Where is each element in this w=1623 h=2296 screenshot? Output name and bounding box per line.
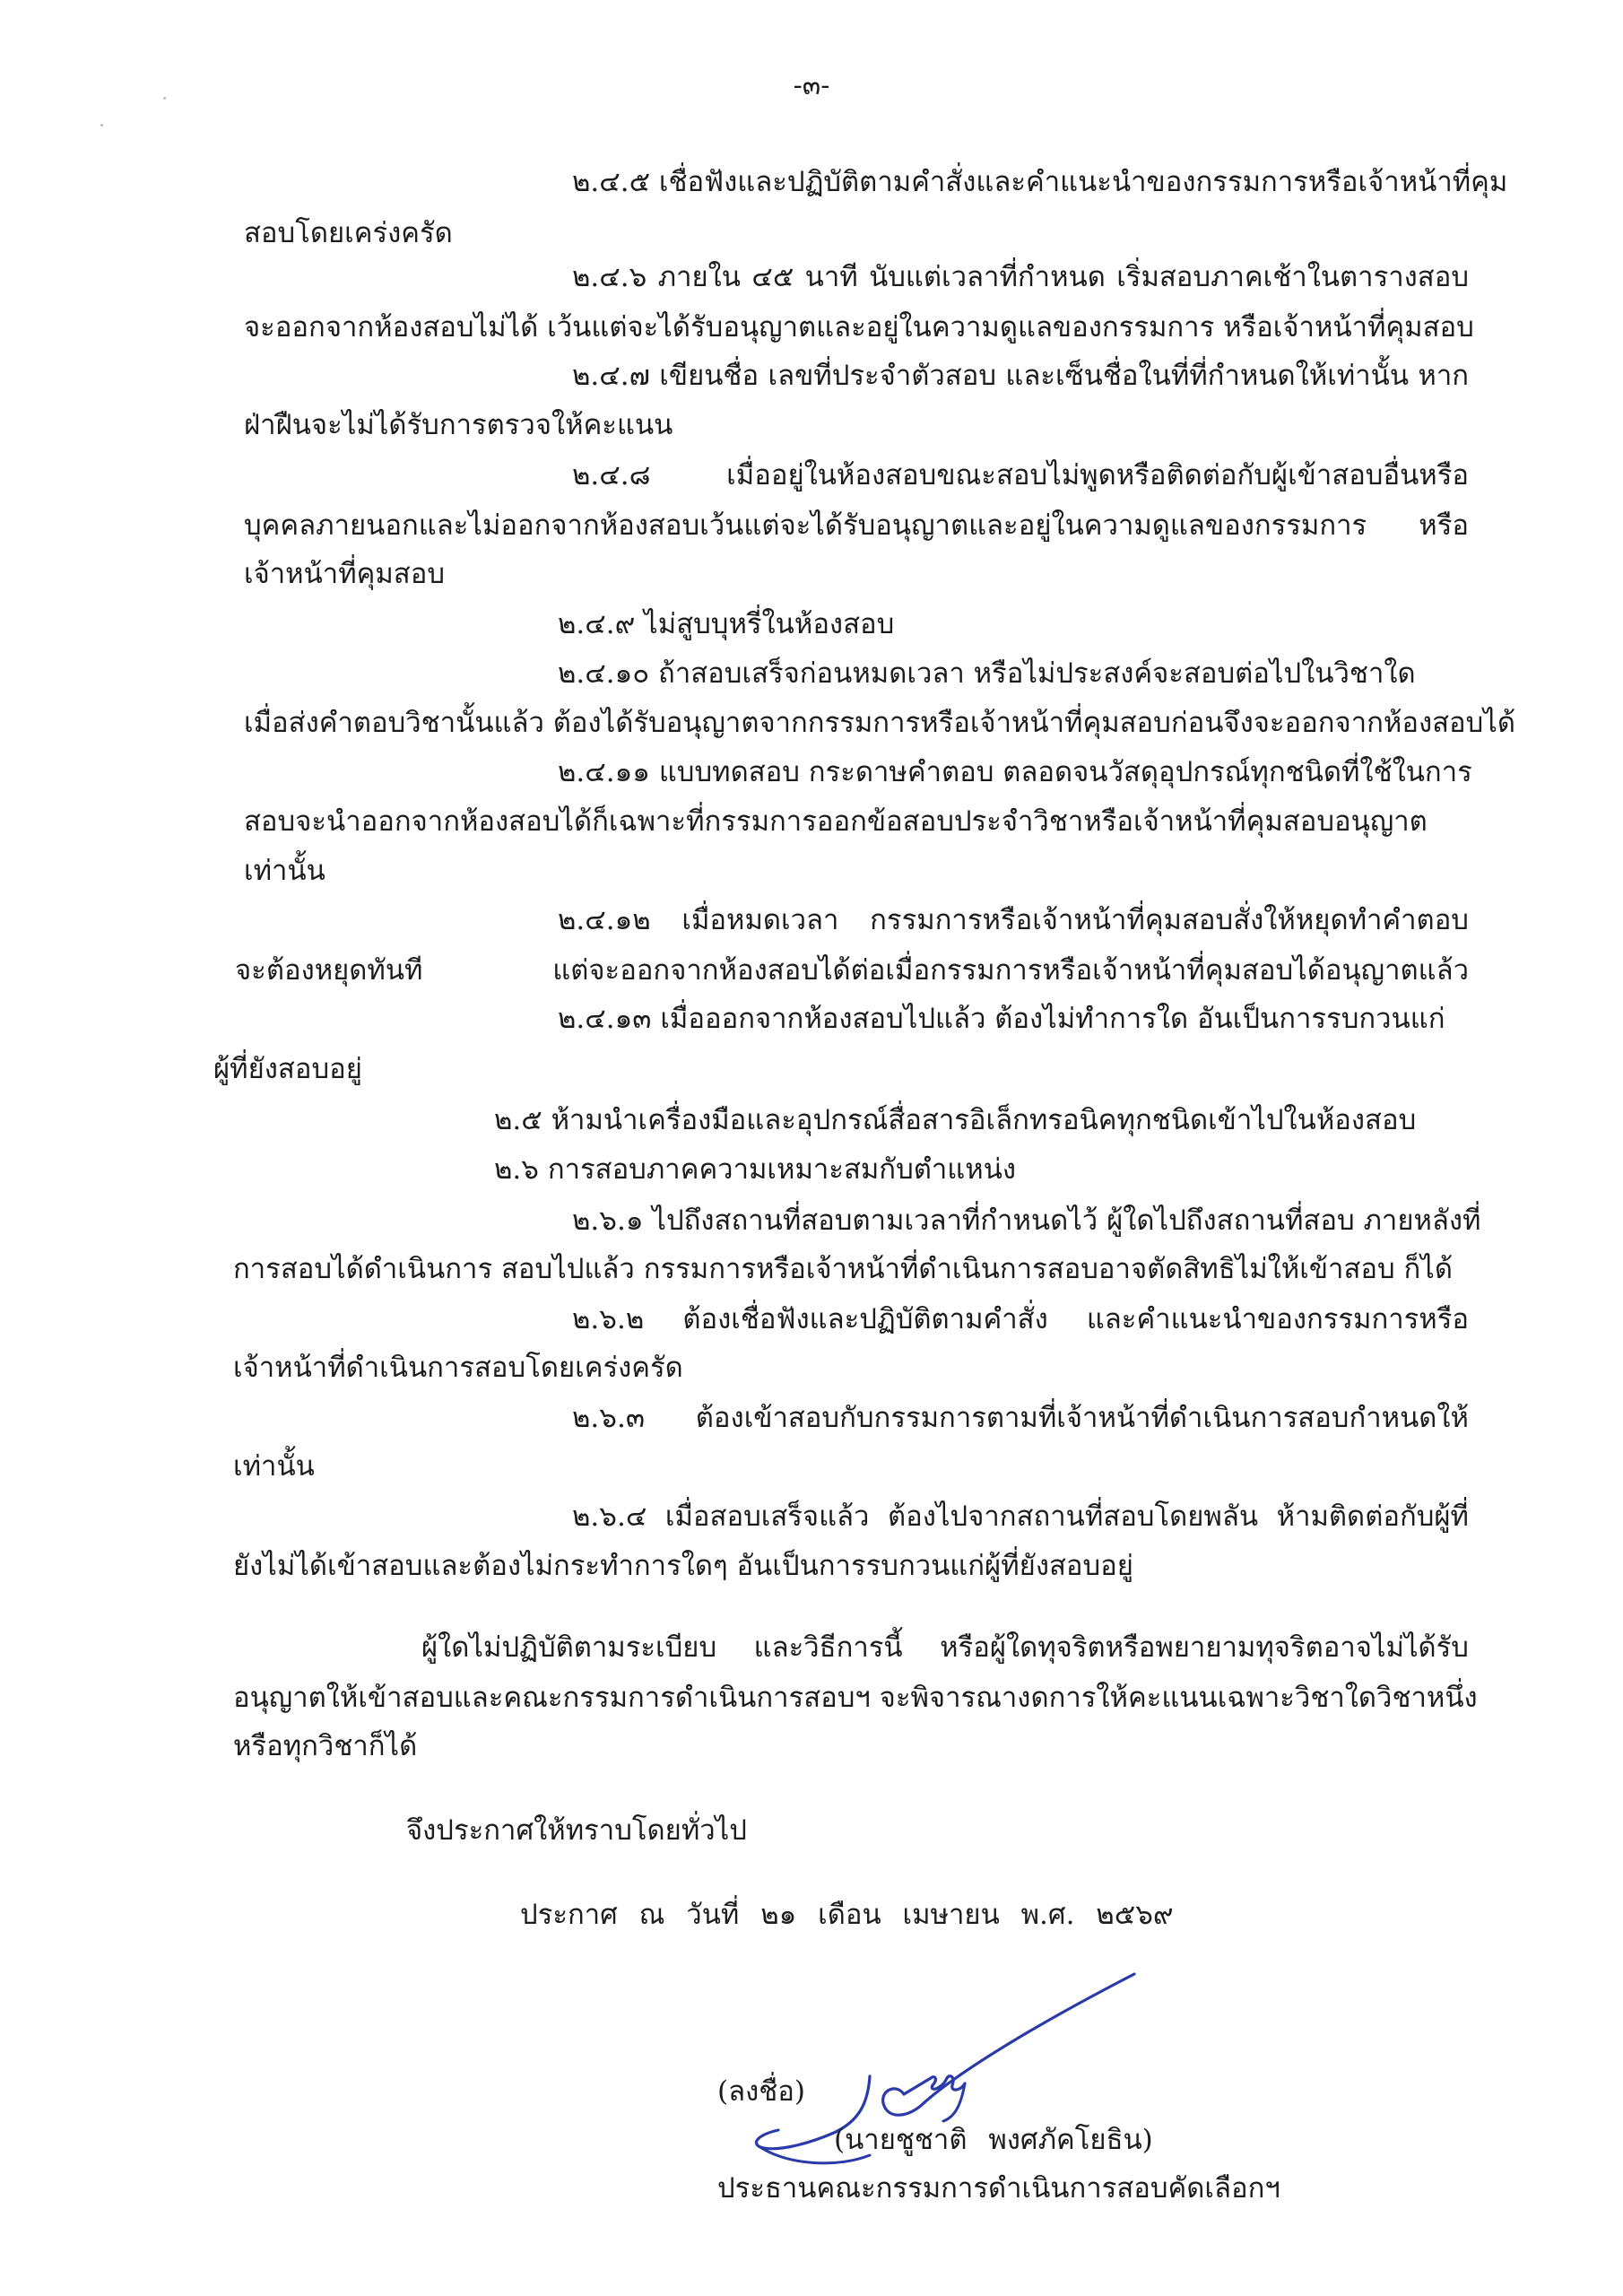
rule-2-4-10-line2: เมื่อส่งคำตอบวิชานั้นแล้ว ต้องได้รับอนุญาตจากกรรมการหรือเจ้าหน้าที่คุมสอบก่อนจึงจะออกจากห้องสอบได้ [244,707,1516,739]
rule-2-6-3-line1: ๒.๖.๓ ต้องเข้าสอบกับกรรมการตามที่เจ้าหน้าที่ดำเนินการสอบกำหนดให้ [572,1402,1469,1434]
scan-speck [100,124,103,126]
rule-2-4-7-line1: ๒.๔.๗ เขียนชื่อ เลขที่ประจำตัวสอบ และเซ็นชื่อในที่ที่กำหนดให้เท่านั้น หาก [572,360,1469,392]
rule-2-6-3-line2: เท่านั้น [233,1450,315,1483]
signatory-name: (นายชูชาติ พงศภัคโยธิน) [834,2124,1153,2156]
rule-2-4-13-line2: ผู้ที่ยังสอบอยู่ [213,1053,362,1085]
rule-2-4-11-line2: สอบจะนำออกจากห้องสอบได้ก็เฉพาะที่กรรมการออกข้อสอบประจำวิชาหรือเจ้าหน้าที่คุมสอบอนุญาต [244,805,1428,838]
rule-2-4-5-line1: ๒.๔.๕ เชื่อฟังและปฏิบัติตามคำสั่งและคำแนะนำของกรรมการหรือเจ้าหน้าที่คุม [572,166,1508,198]
rule-2-6-1-line1: ๒.๖.๑ ไปถึงสถานที่สอบตามเวลาที่กำหนดไว้ ผู้ใดไปถึงสถานที่สอบ ภายหลังที่ [572,1205,1481,1237]
signatory-position: ประธานคณะกรรมการดำเนินการสอบคัดเลือกฯ [717,2172,1280,2205]
closing-line2: อนุญาตให้เข้าสอบและคณะกรรมการดำเนินการสอบฯ จะพิจารณางดการให้คะแนนเฉพาะวิชาใดวิชาหนึ่ง [233,1682,1478,1714]
closing-line3: หรือทุกวิชาก็ได้ [233,1730,418,1762]
rule-2-6-4-line2: ยังไม่ได้เข้าสอบและต้องไม่กระทำการใดๆ อันเป็นการรบกวนแก่ผู้ที่ยังสอบอยู่ [233,1550,1133,1582]
rule-2-4-7-line2: ฝ่าฝืนจะไม่ได้รับการตรวจให้คะแนน [244,409,673,441]
rule-2-4-10-line1: ๒.๔.๑๐ ถ้าสอบเสร็จก่อนหมดเวลา หรือไม่ประสงค์จะสอบต่อไปในวิชาใด [558,657,1416,690]
rule-2-6-1-line2: การสอบได้ดำเนินการ สอบไปแล้ว กรรมการหรือเจ้าหน้าที่ดำเนินการสอบอาจตัดสิทธิไม่ให้เข้าสอบ ก็ได้ [233,1253,1454,1285]
rule-2-4-9: ๒.๔.๙ ไม่สูบบุหรี่ในห้องสอบ [558,608,895,640]
rule-2-6-heading: ๒.๖ การสอบภาคความเหมาะสมกับตำแหน่ง [494,1153,1017,1186]
rule-2-4-12-line2: จะต้องหยุดทันที แต่จะออกจากห้องสอบได้ต่อเมื่อกรรมการหรือเจ้าหน้าที่คุมสอบได้อนุญาตแล้ว [235,954,1469,987]
rule-2-6-2-line1: ๒.๖.๒ ต้องเชื่อฟังและปฏิบัติตามคำสั่ง และคำแนะนำของกรรมการหรือ [572,1303,1469,1335]
rule-2-4-11-line3: เท่านั้น [244,855,325,887]
rule-2-4-6-line2: จะออกจากห้องสอบไม่ได้ เว้นแต่จะได้รับอนุญาตและอยู่ในความดูแลของกรรมการ หรือเจ้าหน้าที่คุมสอบ [244,311,1474,344]
rule-2-4-8-line1: ๒.๔.๘ เมื่ออยู่ในห้องสอบขณะสอบไม่พูดหรือติดต่อกับผู้เข้าสอบอื่นหรือ [572,459,1469,491]
closing-line1: ผู้ใดไม่ปฏิบัติตามระเบียบ และวิธีการนี้ หรือผู้ใดทุจริตหรือพยายามทุจริตอาจไม่ได้รับ [421,1631,1469,1664]
rule-2-4-8-line3: เจ้าหน้าที่คุมสอบ [244,558,446,590]
announcement: จึงประกาศให้ทราบโดยทั่วไป [406,1814,747,1847]
page-number: -๓- [793,70,830,101]
signature-label: (ลงชื่อ) [717,2075,805,2108]
rule-2-5: ๒.๕ ห้ามนำเครื่องมือและอุปกรณ์สื่อสารอิเล็กทรอนิคทุกชนิดเข้าไปในห้องสอบ [494,1104,1417,1136]
rule-2-4-12-line1: ๒.๔.๑๒ เมื่อหมดเวลา กรรมการหรือเจ้าหน้าที่คุมสอบสั่งให้หยุดทำคำตอบ [558,904,1469,936]
announcement-date: ประกาศ ณ วันที่ ๒๑ เดือน เมษายน พ.ศ. ๒๕๖๙ [520,1899,1174,1931]
rule-2-4-8-line2: บุคคลภายนอกและไม่ออกจากห้องสอบเว้นแต่จะได้รับอนุญาตและอยู่ในความดูแลของกรรมการ หรือ [244,509,1469,542]
rule-2-6-2-line2: เจ้าหน้าที่ดำเนินการสอบโดยเคร่งครัด [233,1352,683,1384]
rule-2-4-13-line1: ๒.๔.๑๓ เมื่อออกจากห้องสอบไปแล้ว ต้องไม่ทำการใด อันเป็นการรบกวนแก่ [558,1003,1445,1035]
rule-2-4-5-line2: สอบโดยเคร่งครัด [244,217,453,249]
rule-2-4-6-line1: ๒.๔.๖ ภายใน ๔๕ นาที นับแต่เวลาที่กำหนด เริ่มสอบภาคเช้าในตารางสอบ [572,261,1469,293]
rule-2-6-4-line1: ๒.๖.๔ เมื่อสอบเสร็จแล้ว ต้องไปจากสถานที่สอบโดยพลัน ห้ามติดต่อกับผู้ที่ [572,1500,1469,1533]
rule-2-4-11-line1: ๒.๔.๑๑ แบบทดสอบ กระดาษคำตอบ ตลอดจนวัสดุอุปกรณ์ทุกชนิดที่ใช้ในการ [558,756,1472,788]
